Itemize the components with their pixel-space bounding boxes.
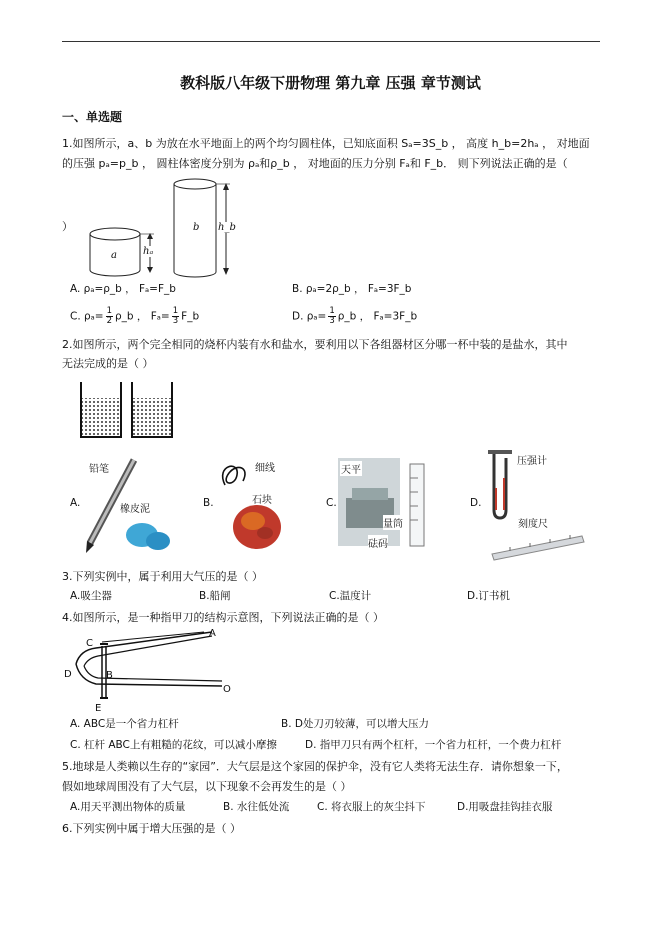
- q3-text-line1: 3.下列实例中，属于利用大气压的是（ ）: [62, 570, 263, 583]
- q4-option-d: D. 指甲刀只有两个杠杆，一个省力杠杆，一个费力杠杆: [305, 739, 562, 751]
- q4-option-c: C. 杠杆 ABC上有粗糙的花纹，可以减小摩擦: [70, 739, 277, 751]
- q5-text-line2: 假如地球周围没有了大气层，以下现象不会再发生的是（ ）: [62, 780, 352, 793]
- q5-option-a: A.用天平测出物体的质量: [70, 801, 186, 813]
- q2-option-d-label: D.: [470, 497, 482, 509]
- q2-label-gauge: 压强计: [517, 456, 547, 467]
- q1-label-hb: h_b: [218, 222, 236, 233]
- q1-label-b: b: [193, 222, 200, 233]
- q4-label-o: O: [223, 684, 231, 695]
- q2-label-ruler: 刻度尺: [518, 519, 548, 530]
- q4-label-c: C: [86, 638, 93, 649]
- q4-label-d: D: [64, 669, 72, 680]
- q2-label-clay: 橡皮泥: [120, 504, 150, 515]
- q2-option-a-label: A.: [70, 497, 81, 509]
- q5-option-b: B. 水往低处流: [223, 801, 290, 813]
- q1-label-a: a: [111, 250, 117, 261]
- q1-text-line2: 的压强 pₐ=p_b ， 圆柱体密度分别为 ρₐ和ρ_b ， 对地面的压力分别 Fₐ和 F_b． 则下列说法正确的是（: [62, 157, 568, 170]
- q1-label-ha: hₐ: [143, 246, 154, 257]
- q3-option-d: D.订书机: [467, 590, 510, 602]
- q5-option-c: C. 将衣服上的灰尘抖下: [317, 801, 426, 813]
- q3-option-a: A.吸尘器: [70, 590, 112, 602]
- q2-label-balance: 天平: [340, 461, 362, 476]
- q1-option-a: A. ρₐ=ρ_b ， Fₐ=F_b: [70, 283, 176, 295]
- q6-text-line1: 6.下列实例中属于增大压强的是（ ）: [62, 822, 241, 835]
- q1-option-c: C. ρₐ= $\frac{1}{2}$ ρ_b ， Fₐ= $\frac{1}{3}$ F_b: [70, 306, 200, 326]
- q3-option-c: C.温度计: [329, 590, 372, 602]
- q2-text-line1: 2.如图所示，两个完全相同的烧杯内装有水和盐水，要利用以下各组器材区分哪一杯中装的是盐水，其中: [62, 338, 568, 351]
- q2-beakers-figure: [80, 380, 180, 440]
- page-title: 教科版八年级下册物理 第九章 压强 章节测试: [180, 74, 481, 92]
- q2-label-pencil: 铅笔: [89, 464, 109, 475]
- q5-option-d: D.用吸盘挂钩挂衣服: [457, 801, 553, 813]
- q1-text-line1: 1.如图所示，a、b 为放在水平地面上的两个均匀圆柱体，已知底面积 Sₐ=3S_b ， 高度 h_b=2hₐ ， 对地面: [62, 137, 590, 150]
- q1-option-b: B. ρₐ=2ρ_b ， Fₐ=3F_b: [292, 283, 412, 295]
- q2-label-cylinder: 量筒: [383, 515, 403, 530]
- q2-option-b-label: B.: [203, 497, 214, 509]
- q4-label-b: B: [106, 670, 113, 681]
- q4-option-b: B. D处刀刃较薄，可以增大压力: [281, 718, 429, 730]
- q2-label-thread: 细线: [255, 463, 275, 474]
- fraction-third: $\frac{1}{3}$: [329, 306, 335, 326]
- q1-text-line3: ）: [62, 220, 73, 233]
- q4-option-a: A. ABC是一个省力杠杆: [70, 718, 179, 730]
- q5-text-line1: 5.地球是人类赖以生存的“家园”．大气层是这个家园的保护伞，没有它人类将无法生存．请你想象一下，: [62, 760, 568, 773]
- q2-label-stone: 石块: [252, 495, 272, 506]
- fraction-half: $\frac{1}{2}$: [106, 306, 113, 326]
- q4-label-a: A: [209, 628, 216, 639]
- fraction-third: $\frac{1}{3}$: [172, 306, 179, 326]
- q2-option-c-label: C.: [326, 497, 337, 509]
- q4-text-line1: 4.如图所示，是一种指甲刀的结构示意图，下列说法正确的是（ ）: [62, 611, 384, 624]
- q2-text-line2: 无法完成的是（ ）: [62, 357, 154, 370]
- header-rule: [62, 41, 600, 42]
- section-heading: 一、单选题: [62, 110, 123, 124]
- q4-label-e: E: [95, 703, 102, 714]
- q3-option-b: B.船闸: [199, 590, 231, 602]
- q1-option-d: D. ρₐ= $\frac{1}{3}$ ρ_b ， Fₐ=3F_b: [292, 306, 418, 326]
- q2-label-weights: 砝码: [368, 535, 388, 550]
